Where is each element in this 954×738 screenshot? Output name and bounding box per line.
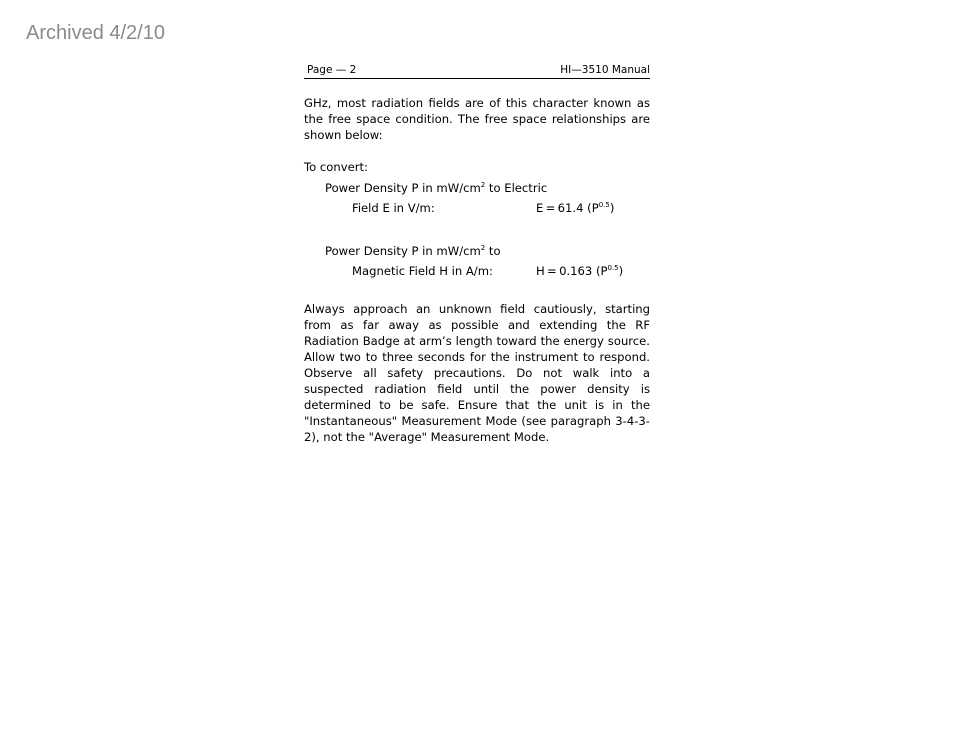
- conversion-target-row: [304, 263, 650, 280]
- page-number: Page — 2: [307, 64, 357, 76]
- source-text: Power Density P in mW/cm: [325, 244, 481, 258]
- conversion-target: Magnetic Field H in A/m:: [352, 264, 493, 278]
- source-to-text: to: [485, 244, 501, 258]
- manual-page: [304, 64, 650, 445]
- page-header: [304, 64, 650, 79]
- formula-main: E = 61.4 (P: [536, 201, 599, 215]
- archived-stamp: Archived 4/2/10: [26, 22, 165, 44]
- conversion-target-row: [304, 200, 650, 217]
- conversion-electric: [304, 180, 650, 217]
- formula-end: ): [609, 201, 615, 215]
- convert-label: To convert:: [304, 160, 368, 174]
- source-sup: 2: [480, 244, 486, 252]
- source-sup: 2: [480, 181, 486, 189]
- manual-title: HI—3510 Manual: [560, 64, 650, 76]
- conversion-target: Field E in V/m:: [352, 201, 435, 215]
- conversion-formula: [536, 200, 614, 216]
- conversion-source: [304, 243, 650, 259]
- conversion-magnetic: [304, 243, 650, 280]
- source-text: Power Density P in mW/cm: [325, 181, 481, 195]
- conversion-source: [304, 180, 650, 196]
- conversion-formula: [536, 263, 623, 279]
- formula-main: H = 0.163 (P: [536, 264, 608, 278]
- intro-paragraph: GHz, most radiation fields are of this character known as the free space condition. The free space relationships are shown below:: [304, 96, 650, 142]
- source-to-text: to Electric: [485, 181, 548, 195]
- formula-end: ): [618, 264, 624, 278]
- formula-sup: 0.5: [598, 201, 610, 209]
- closing-paragraph: Always approach an unknown field cautiously, starting from as far away as possible and extending the RF Radiation Badge at arm’s length toward the energy source. Allow two to three seconds for the instrument to respond. Observe all safety precautions. Do not walk into a suspected radiation field until the power density is determined to be safe. Ensure that the unit is in the "Instantaneous" Measurement Mode (see paragraph 3-4-3-2), not the "Average" Measurement Mode.: [304, 302, 650, 444]
- formula-sup: 0.5: [607, 264, 619, 272]
